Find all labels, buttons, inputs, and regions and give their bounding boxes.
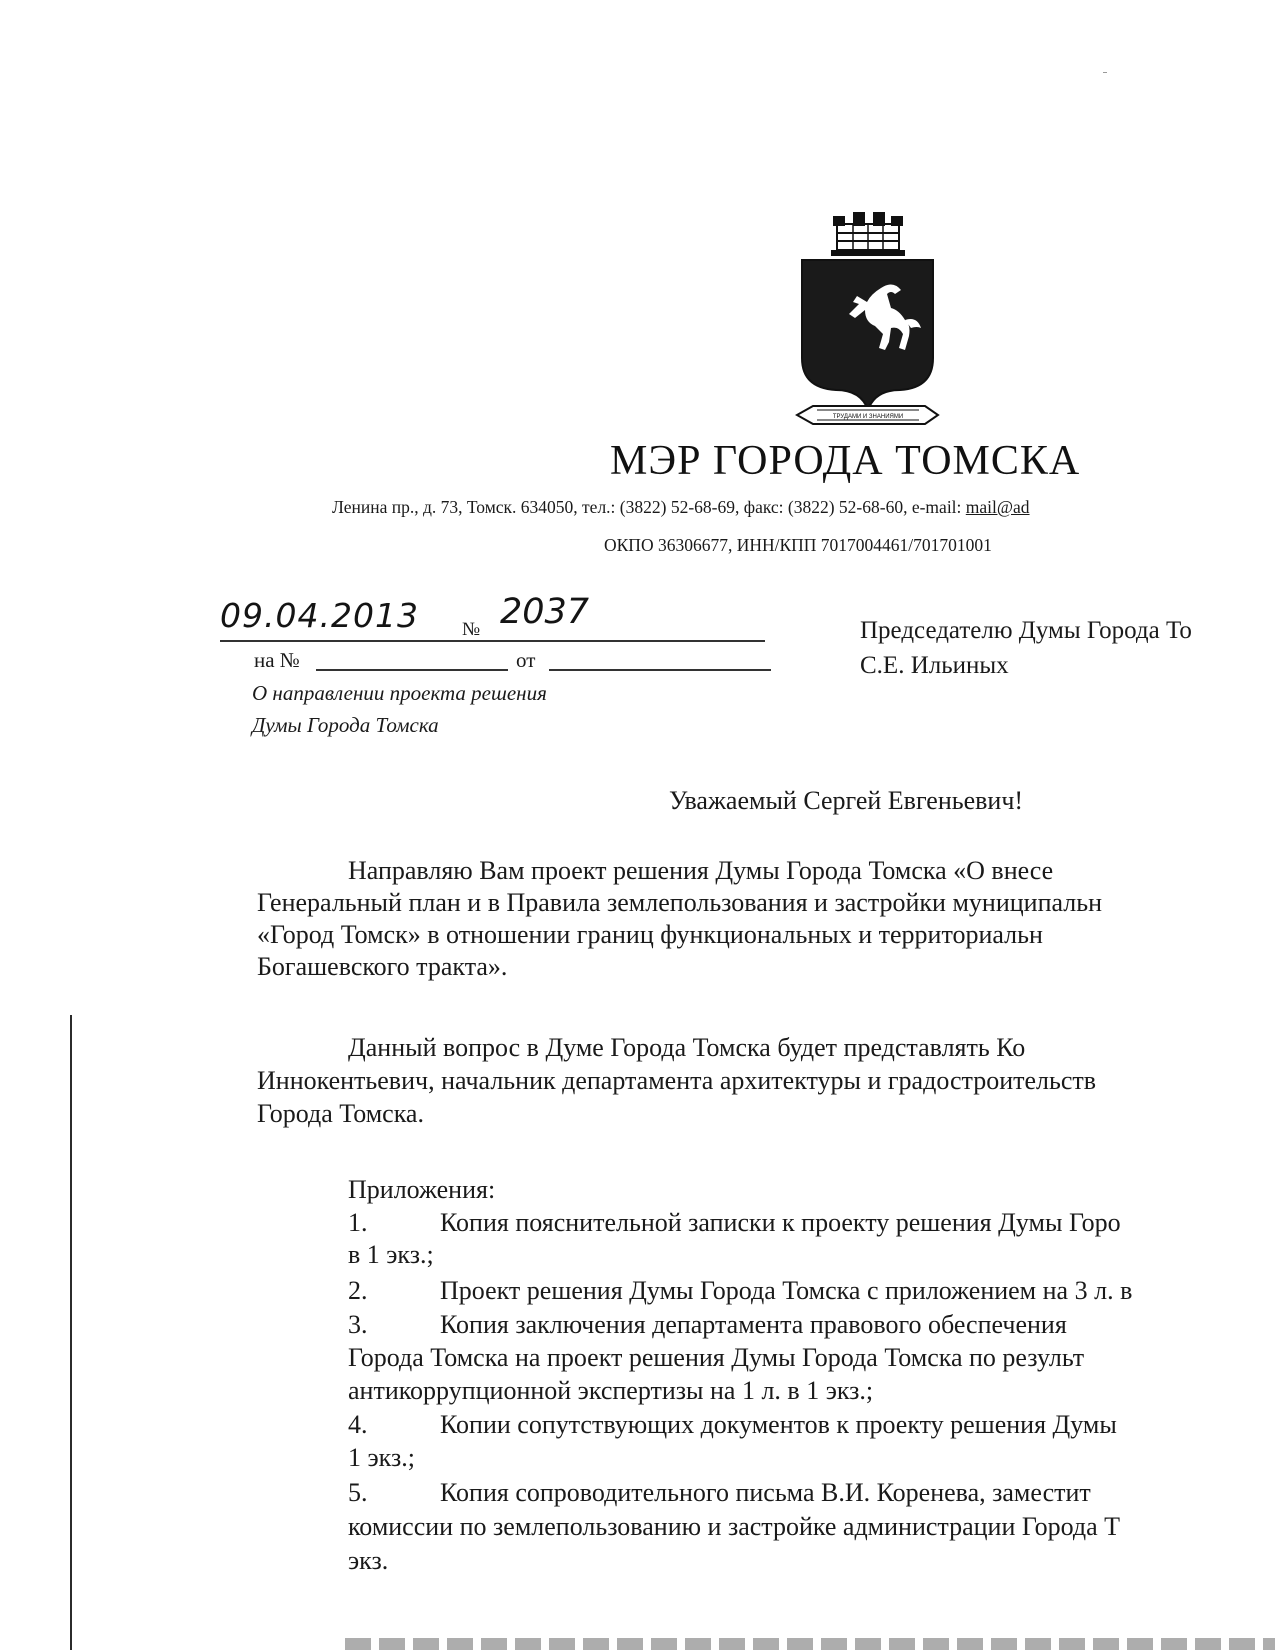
email-link[interactable]: mail@ad xyxy=(965,497,1030,517)
outgoing-date: 09.04.2013 xyxy=(220,596,419,635)
address-text: Ленина пр., д. 73, Томск. 634050, тел.: (3822) 52-68-69, факс: (3822) 52-68-60, e-mail: xyxy=(332,497,966,517)
attachment-number: 1. xyxy=(348,1208,368,1237)
svg-text:ТРУДАМИ И ЗНАНИЯМИ: ТРУДАМИ И ЗНАНИЯМИ xyxy=(832,414,904,420)
body-line: Богашевского тракта». xyxy=(257,952,508,981)
attachment-text: комиссии по землепользованию и застройке администрации Города Т xyxy=(348,1512,1121,1541)
tomsk-coat-of-arms xyxy=(795,210,940,440)
attachment-text: экз. xyxy=(348,1546,389,1575)
letterhead-codes: ОКПО 36306677, ИНН/КПП 7017004461/701701001 xyxy=(604,535,992,555)
body-line: Города Томска. xyxy=(257,1099,424,1128)
attachment-text: Копия сопроводительного письма В.И. Коренева, заместит xyxy=(440,1478,1091,1507)
attachment-number: 3. xyxy=(348,1310,368,1339)
reference-date-blank xyxy=(549,669,771,671)
body-line: Направляю Вам проект решения Думы Города Томска «О внесе xyxy=(348,856,1054,885)
crown-icon xyxy=(831,212,905,256)
number-sign: № xyxy=(462,619,481,640)
shield-icon xyxy=(802,260,933,410)
body-line: Данный вопрос в Думе Города Томска будет представлять Ко xyxy=(348,1033,1026,1062)
cut-off-text-line xyxy=(345,1638,1275,1650)
body-line: Генеральный план и в Правила землепользования и застройки муниципальн xyxy=(257,888,1102,917)
outgoing-number: 2037 xyxy=(500,592,590,632)
outgoing-underline xyxy=(220,640,765,642)
attachment-text: в 1 экз.; xyxy=(348,1240,434,1269)
recipient-name: С.Е. Ильиных xyxy=(860,652,1009,679)
attachment-text: Копия заключения департамента правового обеспечения xyxy=(440,1310,1067,1339)
attachment-number: 4. xyxy=(348,1410,368,1439)
reference-number-label: на № xyxy=(254,648,300,672)
subject-line: О направлении проекта решения xyxy=(252,681,547,705)
attachment-text: Проект решения Думы Города Томска с приложением на 3 л. в xyxy=(440,1276,1133,1305)
body-line: «Город Томск» в отношении границ функциональных и территориальн xyxy=(257,920,1043,949)
scan-speck xyxy=(1103,72,1107,73)
greeting: Уважаемый Сергей Евгеньевич! xyxy=(669,786,1024,815)
reference-from-label: от xyxy=(516,648,536,672)
subject-line: Думы Города Томска xyxy=(252,713,439,737)
attachment-text: антикоррупционной экспертизы на 1 л. в 1 экз.; xyxy=(348,1376,874,1405)
attachment-text: 1 экз.; xyxy=(348,1443,415,1472)
attachment-number: 2. xyxy=(348,1276,368,1305)
attachment-text: Копия пояснительной записки к проекту решения Думы Горо xyxy=(440,1208,1121,1237)
reference-number-blank xyxy=(316,669,508,671)
attachment-number: 5. xyxy=(348,1478,368,1507)
letterhead-title: МЭР ГОРОДА ТОМСКА xyxy=(610,438,1081,484)
body-line: Иннокентьевич, начальник департамента архитектуры и градостроительств xyxy=(257,1066,1097,1095)
attachment-text: Города Томска на проект решения Думы Города Томска по результ xyxy=(348,1343,1085,1372)
ribbon-icon xyxy=(797,406,938,424)
attachment-text: Копии сопутствующих документов к проекту решения Думы xyxy=(440,1410,1117,1439)
letterhead-address xyxy=(332,497,1030,518)
scan-margin-line xyxy=(70,1015,72,1650)
recipient-title: Председателю Думы Города То xyxy=(860,617,1192,644)
attachments-heading: Приложения: xyxy=(348,1175,496,1204)
